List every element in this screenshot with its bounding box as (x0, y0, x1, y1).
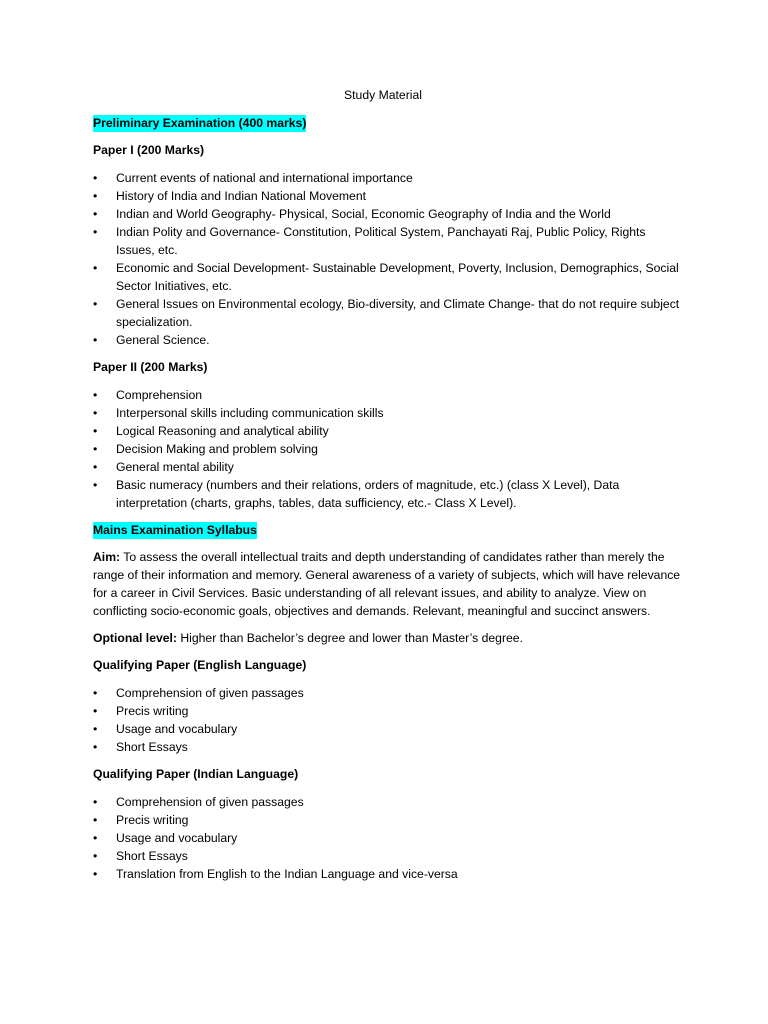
english-paper-heading: Qualifying Paper (English Language) (93, 658, 307, 672)
list-item: • Interpersonal skills including communication skills (93, 404, 683, 422)
list-item: • Precis writing (93, 811, 683, 829)
list-item: • History of India and Indian National Movement (93, 187, 683, 205)
list-item: • General mental ability (93, 458, 683, 476)
paper1-heading: Paper I (200 Marks) (93, 143, 205, 157)
optional-label: Optional level: (93, 631, 177, 645)
list-item: • Short Essays (93, 738, 683, 756)
indian-paper-heading: Qualifying Paper (Indian Language) (93, 767, 299, 781)
indian-paper-list (93, 793, 683, 883)
mains-heading: Mains Examination Syllabus (93, 523, 257, 537)
list-item: • Comprehension of given passages (93, 684, 683, 702)
prelims-heading-row (93, 114, 683, 132)
list-item: • Logical Reasoning and analytical ability (93, 422, 683, 440)
paper1-list (93, 169, 683, 349)
paper2-heading: Paper II (200 Marks) (93, 360, 208, 374)
optional-text: Higher than Bachelor’s degree and lower than Master’s degree. (176, 631, 523, 645)
list-item: • Economic and Social Development- Sustainable Development, Poverty, Inclusion, Demographics, Social Sector Initiatives, etc. (93, 259, 683, 295)
mains-heading-row (93, 521, 683, 539)
aim-paragraph (93, 548, 683, 620)
document-body (93, 86, 683, 892)
aim-label: Aim: (93, 550, 121, 564)
optional-paragraph (93, 629, 683, 647)
list-item: • Decision Making and problem solving (93, 440, 683, 458)
list-item: • Usage and vocabulary (93, 720, 683, 738)
paper2-list (93, 386, 683, 512)
list-item: • Comprehension (93, 386, 683, 404)
list-item: • Indian Polity and Governance- Constitution, Political System, Panchayati Raj, Public Policy, Rights Issues, etc. (93, 223, 683, 259)
list-item: • General Issues on Environmental ecology, Bio-diversity, and Climate Change- that do not require subject specialization. (93, 295, 683, 331)
list-item: • Indian and World Geography- Physical, Social, Economic Geography of India and the World (93, 205, 683, 223)
list-item: • Current events of national and international importance (93, 169, 683, 187)
list-item: • Translation from English to the Indian Language and vice-versa (93, 865, 683, 883)
list-item: • Short Essays (93, 847, 683, 865)
list-item: • Precis writing (93, 702, 683, 720)
aim-text: To assess the overall intellectual traits and depth understanding of candidates rather than merely the range of their information and memory. General awareness of a variety of subjects, which will have relevance for a career in Civil Services. Basic understanding of all relevant issues, and ability to analyze. View on conflicting socio-economic goals, objectives and demands. Relevant, meaningful and succinct answers. (93, 550, 681, 618)
list-item: • General Science. (93, 331, 683, 349)
list-item: • Usage and vocabulary (93, 829, 683, 847)
list-item: • Comprehension of given passages (93, 793, 683, 811)
english-paper-list (93, 684, 683, 756)
page-title: Study Material (344, 88, 422, 102)
list-item: • Basic numeracy (numbers and their relations, orders of magnitude, etc.) (class X Level), Data interpretation (charts, graphs, tables, data sufficiency, etc.- Class X Level). (93, 476, 683, 512)
prelims-heading: Preliminary Examination (400 marks) (93, 116, 307, 130)
